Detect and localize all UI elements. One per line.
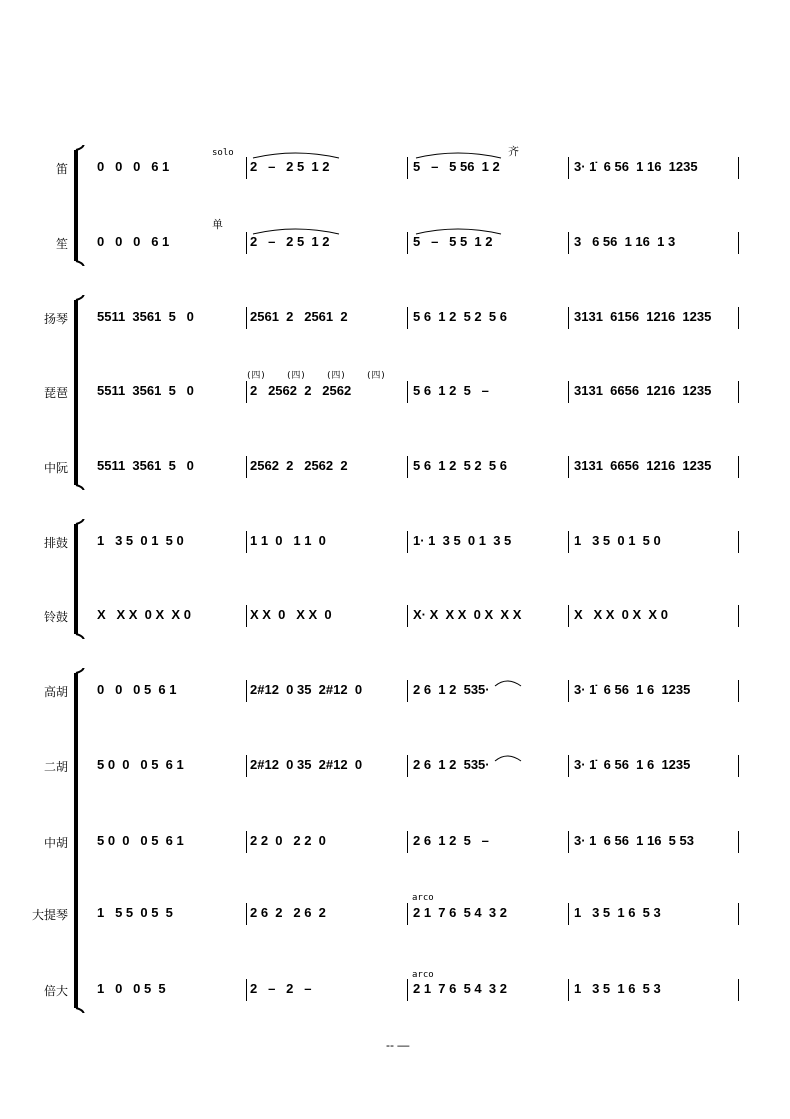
bracket-hooks — [74, 295, 94, 490]
barline — [407, 903, 408, 925]
measure: 1 5 5 0 5 5 — [97, 905, 173, 920]
barline — [568, 456, 569, 478]
barline — [738, 307, 739, 329]
barline — [246, 755, 247, 777]
barline — [407, 307, 408, 329]
measure: 1 3 5 1 6 5 3 — [574, 905, 661, 920]
barline — [246, 456, 247, 478]
measure: 1 3 5 0 1 5 0 — [574, 533, 661, 548]
barline — [738, 456, 739, 478]
barline — [407, 157, 408, 179]
barline — [568, 307, 569, 329]
barline — [738, 755, 739, 777]
measure: 2 – 2 5 1 2 — [250, 234, 330, 249]
barline — [568, 381, 569, 403]
mark-si-4: (四) — [366, 371, 386, 381]
bracket-hook-bottom — [76, 261, 84, 266]
measure: 1· 1 3 5 0 1 3 5 — [413, 533, 512, 548]
barline — [246, 903, 247, 925]
barline — [246, 531, 247, 553]
barline — [568, 157, 569, 179]
barline — [568, 979, 569, 1001]
instrument-label: 琵琶 — [43, 386, 68, 400]
bracket-hooks — [74, 668, 94, 1013]
barline — [246, 979, 247, 1001]
instrument-label: 排鼓 — [43, 536, 68, 550]
mark-si-3: (四) — [326, 371, 346, 381]
barline — [568, 903, 569, 925]
instrument-label: 中阮 — [43, 461, 68, 475]
barline — [407, 605, 408, 627]
bracket-hook-top — [76, 519, 84, 524]
bracket-hook-bottom — [76, 485, 84, 490]
measure: X X X 0 X X 0 — [574, 607, 668, 622]
barline — [738, 831, 739, 853]
barline — [246, 605, 247, 627]
instrument-label: 扬琴 — [43, 312, 68, 326]
barline — [738, 157, 739, 179]
measure: 3· 1̇ 6 56 1 6 1235 — [574, 757, 691, 772]
measure: 5 6 1 2 5 2 5 6 — [413, 309, 507, 324]
mark-si-2: (四) — [286, 371, 306, 381]
mark-solo: solo — [212, 148, 234, 158]
mark-si-1: (四) — [246, 371, 266, 381]
measure: 2 – 2 – — [250, 981, 312, 996]
barline — [568, 831, 569, 853]
measure: 2 6 2 2 6 2 — [250, 905, 326, 920]
barline — [568, 531, 569, 553]
instrument-label: 笛 — [55, 162, 68, 176]
tie-slur — [494, 751, 524, 763]
barline — [407, 381, 408, 403]
barline — [407, 232, 408, 254]
barline — [246, 157, 247, 179]
barline — [568, 232, 569, 254]
barline — [568, 605, 569, 627]
bracket-hook-bottom — [76, 1008, 84, 1013]
instrument-label: 倍大 — [43, 984, 68, 998]
barline — [738, 605, 739, 627]
tie-slur — [415, 224, 504, 236]
barline — [246, 307, 247, 329]
measure: 1 1 0 1 1 0 — [250, 533, 326, 548]
mark-arco-2: arco — [412, 970, 434, 980]
instrument-label: 铃鼓 — [43, 610, 68, 624]
measure: 5 – 5 56 1 2 — [413, 159, 500, 174]
bracket-hooks — [74, 519, 94, 639]
barline — [246, 232, 247, 254]
measure: 2 1 7 6 5 4 3 2 — [413, 905, 507, 920]
barline — [407, 456, 408, 478]
measure: 2#12 0 35 2#12 0 — [250, 757, 363, 772]
measure: 5511 3561 5 0 — [97, 458, 194, 473]
measure: 2 1 7 6 5 4 3 2 — [413, 981, 507, 996]
instrument-label: 高胡 — [43, 685, 68, 699]
measure: 3131 6156 1216 1235 — [574, 309, 712, 324]
barline — [738, 680, 739, 702]
measure: 5 6 1 2 5 – — [413, 383, 489, 398]
bracket-hook-top — [76, 145, 84, 150]
measure: 2 6 1 2 535· — [413, 682, 490, 697]
barline — [568, 680, 569, 702]
tie-slur — [494, 676, 524, 688]
measure: 3131 6656 1216 1235 — [574, 383, 712, 398]
barline — [407, 979, 408, 1001]
barline — [738, 381, 739, 403]
barline — [407, 831, 408, 853]
measure: 3· 1̇ 6 56 1 16 1235 — [574, 159, 698, 174]
barline — [738, 531, 739, 553]
page-footer: -- — — [386, 1038, 410, 1052]
barline — [246, 680, 247, 702]
bracket-hook-top — [76, 295, 84, 300]
measure: 2561 2 2561 2 — [250, 309, 348, 324]
measure: 2 6 1 2 535· — [413, 757, 490, 772]
measure: 2 – 2 5 1 2 — [250, 159, 330, 174]
tie-slur — [252, 224, 342, 236]
measure: X· X X X 0 X X X — [413, 607, 522, 622]
measure: 3131 6656 1216 1235 — [574, 458, 712, 473]
bracket-hook-bottom — [76, 634, 84, 639]
barline — [246, 381, 247, 403]
barline — [738, 979, 739, 1001]
measure: 2#12 0 35 2#12 0 — [250, 682, 363, 697]
measure: 2562 2 2562 2 — [250, 458, 348, 473]
measure: 3· 1̇ 6 56 1 6 1235 — [574, 682, 691, 697]
measure: 1 3 5 0 1 5 0 — [97, 533, 184, 548]
measure: 2 2562 2 2562 — [250, 383, 352, 398]
measure: 5 0 0 0 5 6 1 — [97, 833, 184, 848]
mark-arco-1: arco — [412, 893, 434, 903]
measure: 0 0 0 6 1 — [97, 234, 170, 249]
measure: 2 2 0 2 2 0 — [250, 833, 326, 848]
measure: 5 – 5 5 1 2 — [413, 234, 493, 249]
tie-slur — [415, 148, 504, 160]
instrument-label: 中胡 — [43, 836, 68, 850]
bracket-hooks — [74, 145, 94, 266]
barline — [738, 903, 739, 925]
mark-qi: 齐 — [508, 145, 519, 158]
measure: 3· 1 6 56 1 16 5 53 — [574, 833, 694, 848]
bracket-hook-top — [76, 668, 84, 673]
mark-dan: 单 — [212, 218, 223, 231]
measure: 0 0 0 6 1 — [97, 159, 170, 174]
barline — [246, 831, 247, 853]
measure: 1 3 5 1 6 5 3 — [574, 981, 661, 996]
barline — [407, 680, 408, 702]
measure: X X X 0 X X 0 — [97, 607, 191, 622]
barline — [407, 531, 408, 553]
barline — [568, 755, 569, 777]
measure: 3 6 56 1 16 1 3 — [574, 234, 676, 249]
tie-slur — [252, 148, 342, 160]
measure: X X 0 X X 0 — [250, 607, 332, 622]
measure: 2 6 1 2 5 – — [413, 833, 489, 848]
measure: 5511 3561 5 0 — [97, 309, 194, 324]
barline — [407, 755, 408, 777]
measure: 5511 3561 5 0 — [97, 383, 194, 398]
barline — [738, 232, 739, 254]
measure: 1 0 0 5 5 — [97, 981, 166, 996]
instrument-label: 大提琴 — [31, 908, 68, 922]
measure: 5 0 0 0 5 6 1 — [97, 757, 184, 772]
measure: 5 6 1 2 5 2 5 6 — [413, 458, 507, 473]
instrument-label: 笙 — [55, 237, 68, 251]
measure: 0 0 0 5 6 1 — [97, 682, 177, 697]
instrument-label: 二胡 — [43, 760, 68, 774]
